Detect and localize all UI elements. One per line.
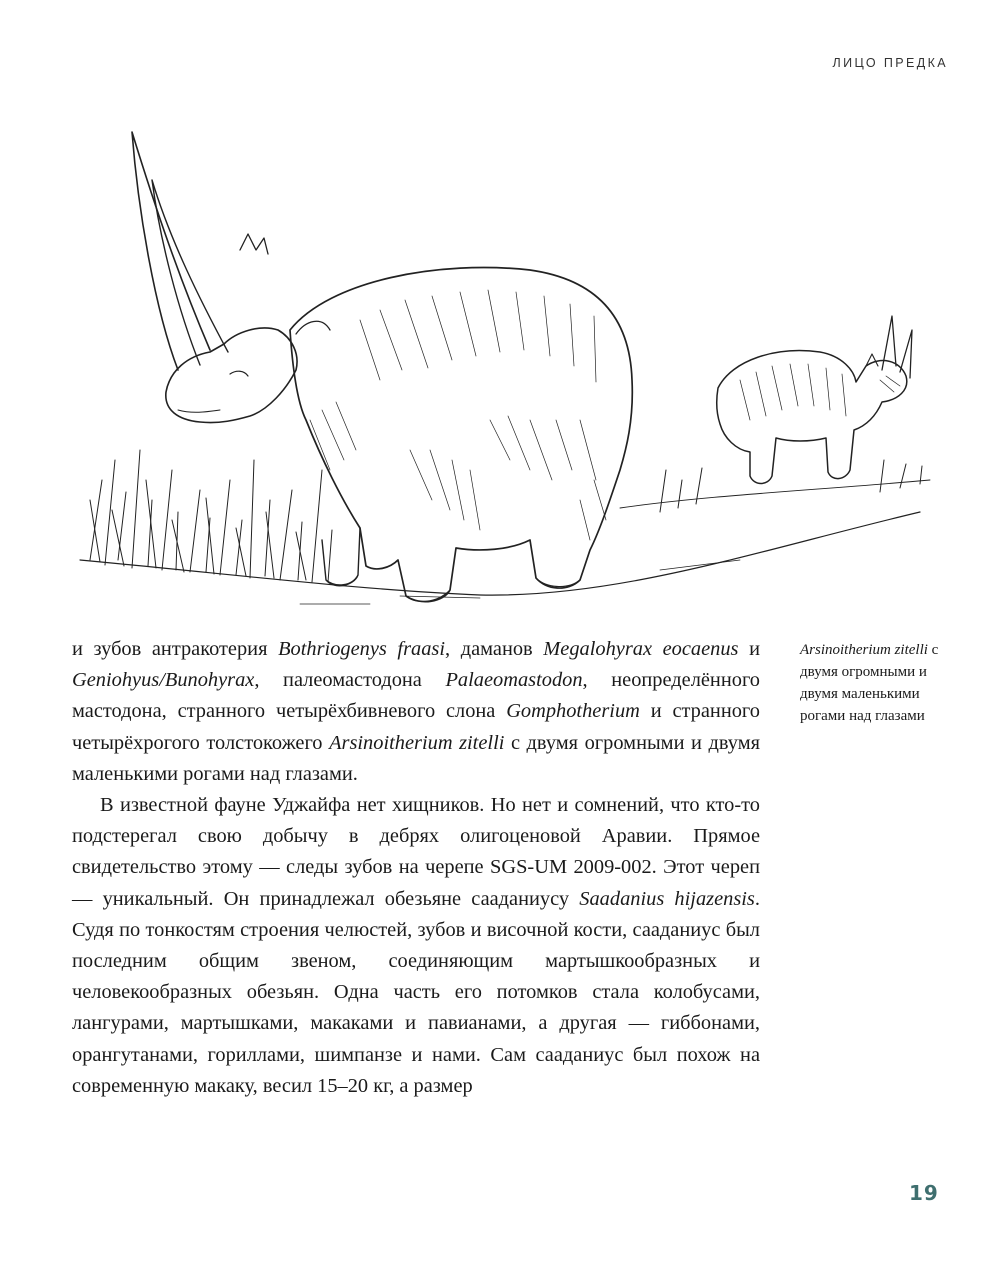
species-name: Saadanius hijazensis [579, 887, 755, 910]
species-name: Arsinoitherium zitelli [329, 731, 505, 754]
species-name: Gomphotherium [506, 700, 640, 723]
text-run: В известной фауне Уджайфа нет хищников. Но нет и сомнений, что кто-то подстерегал свою добычу в дебрях олигоценовой Аравии. Прямое свидетельство этому — следы зубов на черепе SGS-UM 2009-002. Этот череп — уникальный. Он принадлежал обезьяне сааданиусу [72, 794, 760, 910]
body-text [72, 634, 760, 1102]
text-run: . Судя по тонкостям строения челюстей, зубов и височной кости, сааданиус был последним общим звеном, соединяющим мартышкообразных и человекообразных обезьян. Одна часть его потомков стала колобусами, лангурами, мартышками, макаками и павианами, а другая — гиббонами, орангутанами, гориллами, шимпанзе и нами. Сам сааданиус был похож на современную макаку, весил 15–20 кг, а размер [72, 887, 760, 1097]
text-run: и зубов антракотерия [72, 638, 279, 660]
species-name: Palaeomastodon [445, 669, 583, 692]
text-run: и [738, 638, 760, 660]
species-name: Geniohyus/Bunohyrax [72, 669, 255, 692]
paragraph-2 [72, 790, 760, 1102]
caption-species: Arsinoitherium zitelli [800, 642, 928, 658]
arsinoitherium-illustration [60, 120, 940, 615]
page-number: 19 [909, 1181, 939, 1205]
species-name: Megalohyrax eocaenus [543, 638, 739, 660]
figure-caption [800, 639, 950, 727]
paragraph-1 [72, 634, 760, 790]
text-run: с двумя огромными и двумя маленькими рогами над глазами. [72, 731, 761, 785]
species-name: Bothriogenys fraasi [278, 638, 446, 660]
caption-text: с двумя огромными и двумя маленькими рогами над глазами [800, 642, 939, 724]
text-run: , палеомастодона [254, 669, 446, 692]
text-run: , даманов [445, 638, 544, 660]
text-run: , неопределённого мастодона, странного четырёхбивневого слона [72, 669, 760, 723]
text-run: и странного четырёхрогого толстокожего [72, 700, 760, 754]
running-head: ЛИЦО ПРЕДКА [832, 56, 948, 70]
